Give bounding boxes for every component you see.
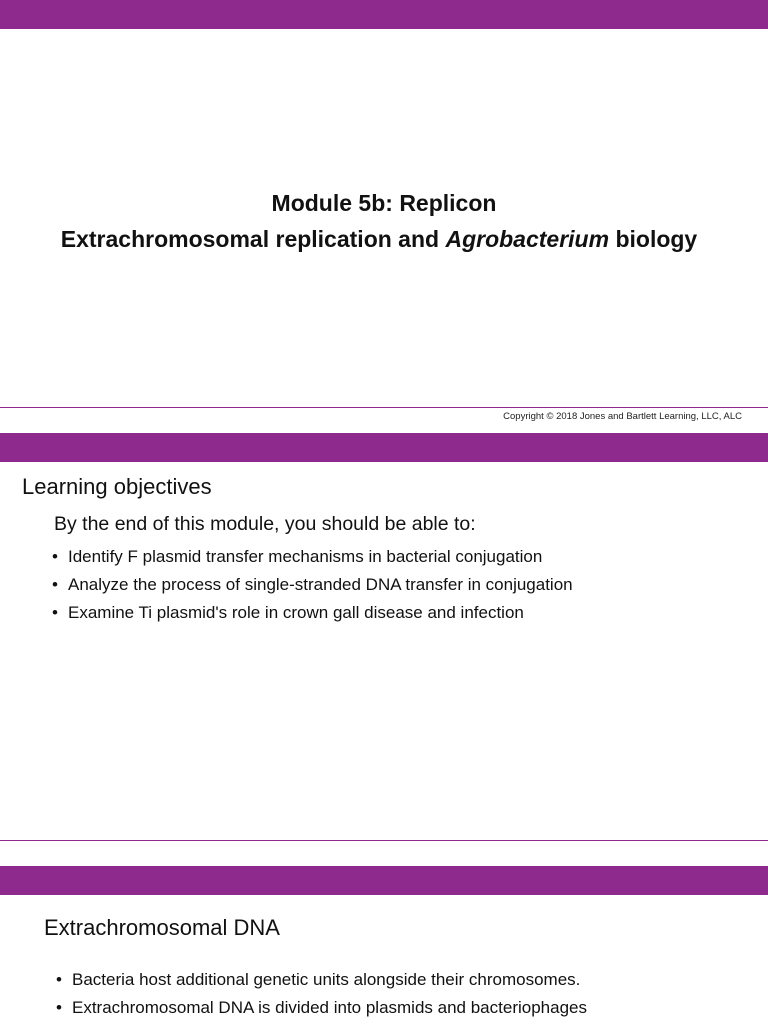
slide3-top-band: [0, 866, 768, 895]
list-item: [56, 966, 587, 994]
title-text-end: biology: [609, 226, 698, 252]
list-item-text: Extrachromosomal DNA is divided into plasmids and bacteriophages: [72, 998, 587, 1017]
learning-objectives-heading: Learning objectives: [22, 474, 212, 499]
bullet-icon: •: [56, 970, 62, 989]
learning-objectives-intro: By the end of this module, you should be able to:: [54, 513, 476, 535]
list-item-text: Identify F plasmid transfer mechanisms in bacterial conjugation: [68, 547, 543, 566]
bullet-icon: •: [52, 603, 58, 622]
list-item: [52, 571, 573, 599]
list-item-text: Analyze the process of single-stranded DNA transfer in conjugation: [68, 575, 573, 594]
extrachromosomal-list: [56, 966, 587, 1022]
bullet-icon: •: [56, 998, 62, 1017]
slide2-footer-rule: [0, 840, 768, 841]
list-item-text: Bacteria host additional genetic units alongside their chromosomes.: [72, 970, 581, 989]
slide1-top-band: [0, 0, 768, 29]
title-italic-text: Agrobacterium: [445, 226, 610, 252]
bullet-icon: •: [52, 575, 58, 594]
bullet-icon: •: [52, 547, 58, 566]
extrachromosomal-heading: Extrachromosomal DNA: [44, 915, 280, 940]
slide1-footer-rule: [0, 407, 768, 408]
slide2-top-band: [0, 433, 768, 462]
slide1-title-line2: [0, 226, 758, 253]
list-item: [52, 599, 573, 627]
list-item: [52, 543, 573, 571]
learning-objectives-list: [52, 543, 573, 627]
list-item-text: Examine Ti plasmid's role in crown gall disease and infection: [68, 603, 524, 622]
slide1-title-line1: Module 5b: Replicon: [271, 190, 497, 216]
list-item: [56, 994, 587, 1022]
copyright-notice: Copyright © 2018 Jones and Bartlett Learning, LLC, ALC: [503, 411, 742, 422]
title-text: Extrachromosomal replication and: [60, 226, 446, 252]
